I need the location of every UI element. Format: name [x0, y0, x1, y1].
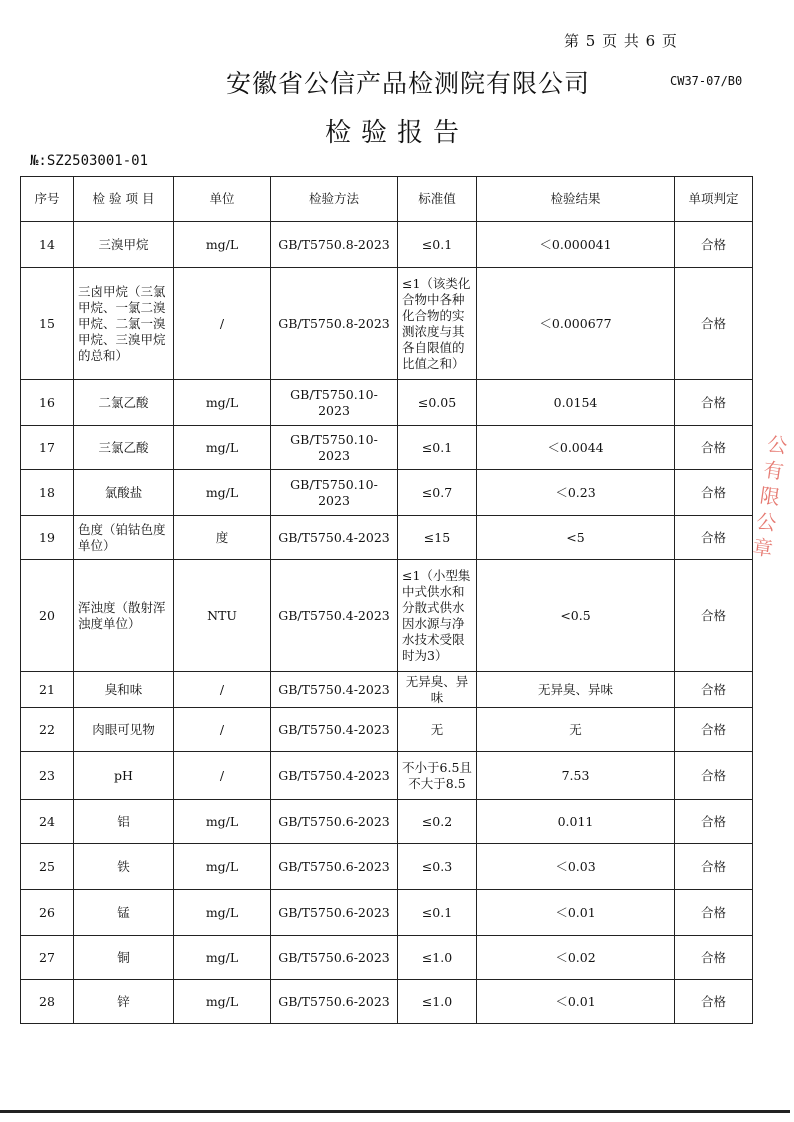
seal-stamp: 公 有 限 公 章 — [751, 431, 789, 562]
row-item: pH — [74, 752, 174, 800]
row-no: 18 — [21, 470, 74, 516]
row-item: 铜 — [74, 936, 174, 980]
row-unit: mg/L — [174, 426, 271, 470]
row-verdict: 合格 — [675, 426, 753, 470]
company-name: 安徽省公信产品检测院有限公司 — [226, 69, 591, 98]
report-number: №:SZ2503001-01 — [30, 153, 149, 169]
row-verdict: 合格 — [675, 752, 753, 800]
row-method: GB/T5750.6-2023 — [271, 936, 398, 980]
row-result: <5 — [477, 516, 675, 560]
row-result: ＜0.23 — [477, 470, 675, 516]
table-body — [21, 222, 753, 1024]
row-method: GB/T5750.4-2023 — [271, 752, 398, 800]
table-row — [21, 516, 753, 560]
row-item: 浑浊度（散射浑浊度单位） — [74, 560, 174, 672]
row-result: 0.0154 — [477, 380, 675, 426]
page-info: 第 5 页 共 6 页 — [564, 32, 678, 50]
row-unit: / — [174, 752, 271, 800]
row-method: GB/T5750.4-2023 — [271, 672, 398, 708]
row-standard: 无 — [398, 708, 477, 752]
row-standard: ≤1.0 — [398, 980, 477, 1024]
table-row — [21, 470, 753, 516]
row-method: GB/T5750.8-2023 — [271, 268, 398, 380]
row-item: 三卤甲烷（三氯甲烷、一氯二溴甲烷、二氯一溴甲烷、三溴甲烷的总和） — [74, 268, 174, 380]
row-standard: ≤1（小型集中式供水和分散式供水因水源与净水技术受限时为3） — [398, 560, 477, 672]
bottom-rule — [0, 1110, 790, 1113]
row-method: GB/T5750.6-2023 — [271, 844, 398, 890]
col-header-unit: 单位 — [174, 177, 271, 222]
row-item: 二氯乙酸 — [74, 380, 174, 426]
row-verdict: 合格 — [675, 470, 753, 516]
row-verdict: 合格 — [675, 708, 753, 752]
row-result: <0.5 — [477, 560, 675, 672]
row-result: ＜0.01 — [477, 980, 675, 1024]
row-method: GB/T5750.6-2023 — [271, 890, 398, 936]
row-verdict: 合格 — [675, 222, 753, 268]
table-row — [21, 268, 753, 380]
table-header-row — [21, 177, 753, 222]
table-row — [21, 222, 753, 268]
row-standard: ≤1.0 — [398, 936, 477, 980]
row-result: ＜0.000677 — [477, 268, 675, 380]
table-row — [21, 380, 753, 426]
row-item: 肉眼可见物 — [74, 708, 174, 752]
row-method: GB/T5750.4-2023 — [271, 560, 398, 672]
row-verdict: 合格 — [675, 890, 753, 936]
row-item: 色度（铂钴色度单位） — [74, 516, 174, 560]
row-no: 24 — [21, 800, 74, 844]
row-method: GB/T5750.4-2023 — [271, 516, 398, 560]
row-item: 氯酸盐 — [74, 470, 174, 516]
row-method: GB/T5750.10-2023 — [271, 470, 398, 516]
row-unit: mg/L — [174, 222, 271, 268]
row-result: 7.53 — [477, 752, 675, 800]
row-no: 14 — [21, 222, 74, 268]
row-result: 无 — [477, 708, 675, 752]
table-row — [21, 936, 753, 980]
row-result: ＜0.01 — [477, 890, 675, 936]
row-verdict: 合格 — [675, 516, 753, 560]
table-row — [21, 800, 753, 844]
row-unit: NTU — [174, 560, 271, 672]
row-method: GB/T5750.10-2023 — [271, 426, 398, 470]
row-unit: / — [174, 672, 271, 708]
row-unit: mg/L — [174, 844, 271, 890]
col-header-result: 检验结果 — [477, 177, 675, 222]
row-no: 21 — [21, 672, 74, 708]
row-standard: ≤0.2 — [398, 800, 477, 844]
table-row — [21, 672, 753, 708]
col-header-verdict: 单项判定 — [675, 177, 753, 222]
report-title: 检验报告 — [324, 118, 469, 148]
row-no: 28 — [21, 980, 74, 1024]
row-item: 臭和味 — [74, 672, 174, 708]
table-row — [21, 708, 753, 752]
row-no: 17 — [21, 426, 74, 470]
row-unit: mg/L — [174, 980, 271, 1024]
row-item: 三氯乙酸 — [74, 426, 174, 470]
row-result: ＜0.000041 — [477, 222, 675, 268]
row-unit: mg/L — [174, 936, 271, 980]
row-item: 锌 — [74, 980, 174, 1024]
row-standard: 不小于6.5且不大于8.5 — [398, 752, 477, 800]
row-verdict: 合格 — [675, 800, 753, 844]
row-no: 20 — [21, 560, 74, 672]
row-no: 22 — [21, 708, 74, 752]
row-unit: mg/L — [174, 890, 271, 936]
table-row — [21, 752, 753, 800]
table-row — [21, 560, 753, 672]
row-unit: mg/L — [174, 380, 271, 426]
row-verdict: 合格 — [675, 844, 753, 890]
table-row — [21, 426, 753, 470]
table-row — [21, 980, 753, 1024]
row-standard: ≤0.7 — [398, 470, 477, 516]
table-row — [21, 890, 753, 936]
row-standard: ≤15 — [398, 516, 477, 560]
row-verdict: 合格 — [675, 268, 753, 380]
row-standard: ≤0.05 — [398, 380, 477, 426]
row-result: ＜0.0044 — [477, 426, 675, 470]
row-standard: 无异臭、异味 — [398, 672, 477, 708]
col-header-no: 序号 — [21, 177, 74, 222]
row-unit: / — [174, 708, 271, 752]
row-verdict: 合格 — [675, 936, 753, 980]
table-row — [21, 844, 753, 890]
row-no: 25 — [21, 844, 74, 890]
row-verdict: 合格 — [675, 380, 753, 426]
row-no: 15 — [21, 268, 74, 380]
row-method: GB/T5750.8-2023 — [271, 222, 398, 268]
row-method: GB/T5750.6-2023 — [271, 980, 398, 1024]
row-no: 26 — [21, 890, 74, 936]
row-verdict: 合格 — [675, 672, 753, 708]
row-result: 0.011 — [477, 800, 675, 844]
row-result: ＜0.02 — [477, 936, 675, 980]
col-header-method: 检验方法 — [271, 177, 398, 222]
row-unit: mg/L — [174, 470, 271, 516]
form-code: CW37-07/B0 — [670, 74, 743, 88]
row-standard: ≤0.1 — [398, 426, 477, 470]
row-result: ＜0.03 — [477, 844, 675, 890]
row-method: GB/T5750.6-2023 — [271, 800, 398, 844]
results-table — [20, 176, 753, 1024]
row-unit: 度 — [174, 516, 271, 560]
row-standard: ≤0.3 — [398, 844, 477, 890]
row-standard: ≤1（该类化合物中各种化合物的实测浓度与其各自限值的比值之和） — [398, 268, 477, 380]
row-verdict: 合格 — [675, 560, 753, 672]
row-unit: / — [174, 268, 271, 380]
row-no: 16 — [21, 380, 74, 426]
row-item: 锰 — [74, 890, 174, 936]
row-item: 三溴甲烷 — [74, 222, 174, 268]
row-verdict: 合格 — [675, 980, 753, 1024]
row-method: GB/T5750.4-2023 — [271, 708, 398, 752]
row-no: 27 — [21, 936, 74, 980]
row-item: 铁 — [74, 844, 174, 890]
col-header-standard: 标准值 — [398, 177, 477, 222]
row-unit: mg/L — [174, 800, 271, 844]
row-no: 23 — [21, 752, 74, 800]
row-no: 19 — [21, 516, 74, 560]
col-header-item: 检 验 项 目 — [74, 177, 174, 222]
row-standard: ≤0.1 — [398, 890, 477, 936]
row-standard: ≤0.1 — [398, 222, 477, 268]
row-result: 无异臭、异味 — [477, 672, 675, 708]
row-method: GB/T5750.10-2023 — [271, 380, 398, 426]
row-item: 铝 — [74, 800, 174, 844]
